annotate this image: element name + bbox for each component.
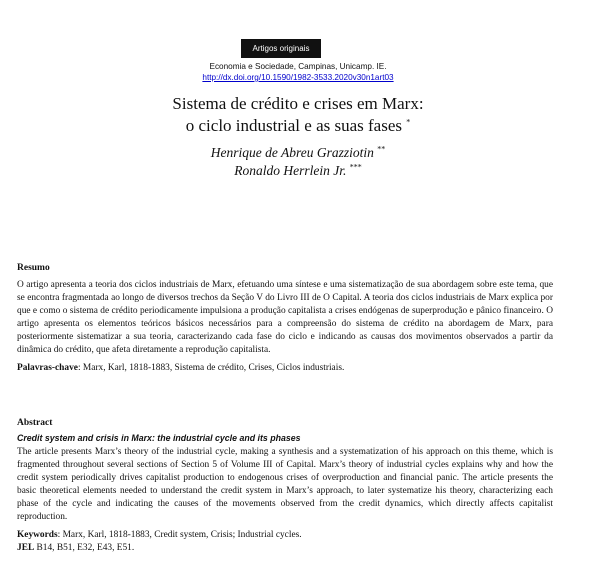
title-footnote-mark: * <box>406 117 411 127</box>
section-badge: Artigos originais <box>241 39 321 58</box>
resumo-heading: Resumo <box>17 263 50 273</box>
author-2: Ronaldo Herrlein Jr. *** <box>234 162 362 178</box>
abstract-heading: Abstract <box>17 418 53 428</box>
abstract-keywords: Keywords: Marx, Karl, 1818-1883, Credit system, Crisis; Industrial cycles. <box>17 530 302 541</box>
abstract-section <box>17 418 553 555</box>
abstract-text: The article presents Marx’s theory of the industrial cycle, making a synthesis and a systematization of his approach on this theme, which is fragmented throughout several sections of Section 5 of Volume III of Capital. Marx’s theory of industrial cycles explains why and how the credit system periodically drives capitalist production to endogenous crises of overproduction and financial panic. The article presents the basic theoretical elements needed to understand the credit system in Marx’s approach, to later systematize his theory, characterizing each phase of the cycle and indicating the causes of the movements observed from the credit dynamics, which directly affects capitalist reproduction. <box>17 447 553 522</box>
author-1: Henrique de Abreu Grazziotin ** <box>210 144 386 160</box>
resumo-text: O artigo apresenta a teoria dos ciclos industriais de Marx, efetuando uma síntese e uma sistematização de sua abordagem sobre este tema, que se encontra fragmentada ao longo de diversos trechos da Seção V do Livro III de O Capital. A teoria dos ciclos industriais de Marx explica por que e como o sistema de crédito periodicamente impulsiona a produção capitalista a crises endógenas de superprodução e pânico financeiro. O artigo apresenta os elementos teóricos básicos necessários para a compreensão do sistema de crédito na abordagem de Marx, para posteriormente sistematizar a sua teoria, caracterizando cada fase do ciclo e indicando as causas dos movimentos observados a partir da dinâmica do crédito, que afeta diretamente a reprodução capitalista. <box>17 280 553 355</box>
jel-codes: JEL B14, B51, E32, E43, E51. <box>17 543 135 554</box>
resumo-keywords: Palavras-chave: Marx, Karl, 1818-1883, Sistema de crédito, Crises, Ciclos industriais. <box>17 363 345 374</box>
title-line-2: o ciclo industrial e as suas fases * <box>185 116 411 135</box>
doi-link[interactable]: http://dx.doi.org/10.1590/1982-3533.2020v30n1art03 <box>202 73 394 82</box>
article-title <box>0 93 596 137</box>
resumo-section <box>17 263 553 375</box>
abstract-subtitle: Credit system and crisis in Marx: the industrial cycle and its phases <box>17 433 301 443</box>
doi-line <box>0 72 596 83</box>
journal-info: Economia e Sociedade, Campinas, Unicamp. IE. <box>209 62 387 71</box>
title-line-1: Sistema de crédito e crises em Marx: <box>172 94 424 113</box>
author-list <box>0 144 596 180</box>
